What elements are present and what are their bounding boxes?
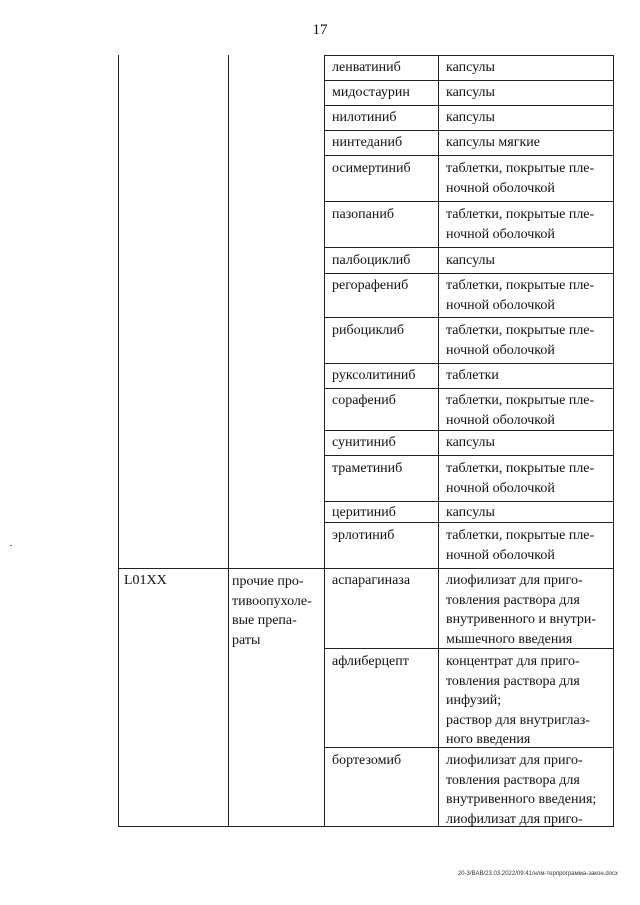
drug-form-nilotinib: капсулы (446, 110, 495, 125)
drug-name-palbociclib: палбоциклиб (332, 253, 411, 268)
drug-form-nintedanib: капсулы мягкие (446, 135, 540, 150)
drug-name-ruxolitinib: руксолитиниб (332, 368, 416, 383)
drug-name-regorafenib: регорафениб (332, 278, 409, 293)
drug-form-bortezomib: лиофилизат для приго- товления раствора для внутривенного введения; лиофилизат для приго- (446, 753, 597, 827)
drug-table (118, 55, 614, 827)
drug-name-ribociclib: рибоциклиб (332, 323, 405, 338)
drug-name-erlotinib: эрлотиниб (332, 528, 395, 543)
drug-name-aflibercept: афлиберцепт (332, 654, 409, 669)
drug-name-osimertinib: осимертиниб (332, 161, 411, 176)
drug-name-pazopanib: пазопаниб (332, 207, 394, 222)
document-footer: 20-3/BAB/23.03.2022/09:41/нлм-терпрограмма-закон.docx (457, 871, 618, 877)
page-number: 17 (312, 22, 328, 38)
group-name: прочие про- тивоопухоле- вые препа- раты (232, 574, 312, 648)
drug-form-aflibercept: концентрат для приго- товления раствора для инфузий; раствор для внутриглаз- ного введения (446, 654, 590, 747)
drug-name-sunitinib: сунитиниб (332, 435, 396, 450)
drug-form-ceritinib: капсулы (446, 505, 495, 520)
drug-name-nilotinib: нилотиниб (332, 110, 397, 125)
drug-form-erlotinib: таблетки, покрытые пле- ночной оболочкой (446, 528, 595, 563)
drug-name-sorafenib: сорафениб (332, 393, 396, 408)
drug-form-lenvatinib: капсулы (446, 60, 495, 75)
drug-name-lenvatinib: ленватиниб (332, 60, 401, 75)
drug-form-sunitinib: капсулы (446, 435, 495, 450)
drug-name-midostaurin: мидостаурин (332, 85, 410, 100)
drug-name-ceritinib: церитиниб (332, 505, 396, 520)
scan-mark (10, 545, 12, 546)
drug-form-ribociclib: таблетки, покрытые пле- ночной оболочкой (446, 323, 595, 358)
atc-code: L01XX (124, 573, 167, 588)
drug-form-palbociclib: капсулы (446, 253, 495, 268)
drug-form-midostaurin: капсулы (446, 85, 495, 100)
drug-name-trametinib: траметиниб (332, 461, 403, 476)
drug-form-pazopanib: таблетки, покрытые пле- ночной оболочкой (446, 207, 595, 242)
drug-name-bortezomib: бортезомиб (332, 753, 402, 768)
drug-form-asparaginase: лиофилизат для приго- товления раствора для внутривенного и внутри- мышечного введения (446, 573, 597, 647)
drug-name-nintedanib: нинтеданиб (332, 135, 403, 150)
drug-form-sorafenib: таблетки, покрытые пле- ночной оболочкой (446, 393, 595, 428)
drug-form-trametinib: таблетки, покрытые пле- ночной оболочкой (446, 461, 595, 496)
drug-form-regorafenib: таблетки, покрытые пле- ночной оболочкой (446, 278, 595, 313)
drug-form-ruxolitinib: таблетки (446, 368, 499, 383)
drug-name-asparaginase: аспарагиназа (332, 573, 411, 588)
drug-form-osimertinib: таблетки, покрытые пле- ночной оболочкой (446, 161, 595, 196)
